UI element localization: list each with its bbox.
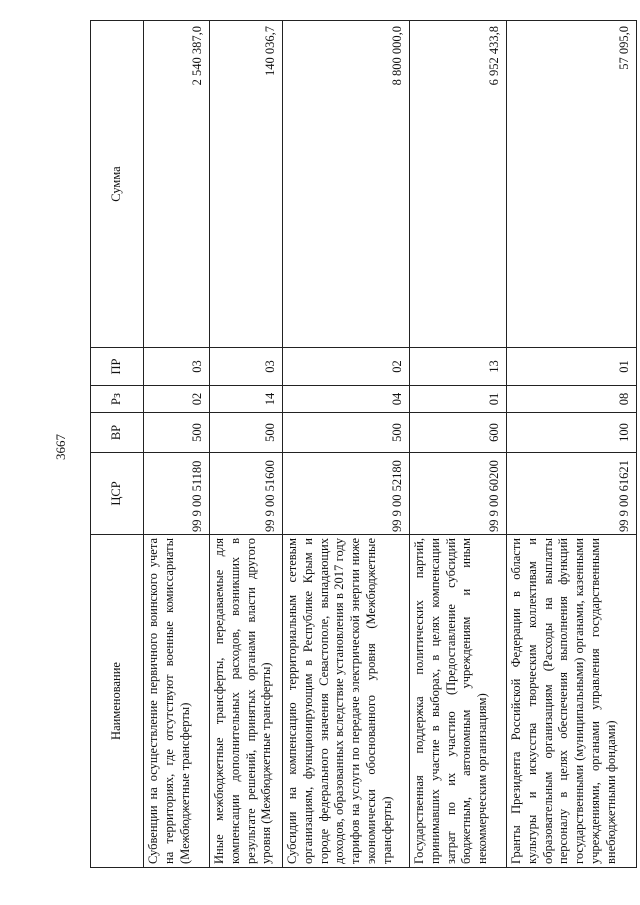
table-row	[144, 21, 210, 868]
row-csr: 99 9 00 51180	[144, 453, 210, 535]
row-sum: 6 952 433,8	[410, 21, 507, 348]
row-pr: 03	[210, 348, 283, 386]
table-header-row	[91, 21, 144, 868]
row-rz: 04	[283, 386, 410, 413]
row-name: Государственная поддержка политических партий, принимавших участие в выборах, в целях компенсации затрат по их участию (Предоставление субсидий бюджетным, автономным учреждениям и иным некоммерческим организациям)	[410, 535, 507, 868]
table-row	[410, 21, 507, 868]
row-sum: 140 036,7	[210, 21, 283, 348]
header-name: Наименование	[91, 535, 144, 868]
table-row	[283, 21, 410, 868]
row-rz: 02	[144, 386, 210, 413]
row-pr: 01	[507, 348, 637, 386]
table-row	[507, 21, 637, 868]
row-name: Субвенции на осуществление первичного воинского учета на территориях, где отсутствуют военные комиссариаты (Межбюджетные трансферты)	[144, 535, 210, 868]
row-vr: 600	[410, 413, 507, 453]
row-csr: 99 9 00 52180	[283, 453, 410, 535]
row-pr: 13	[410, 348, 507, 386]
row-vr: 500	[283, 413, 410, 453]
row-rz: 08	[507, 386, 637, 413]
row-name: Иные межбюджетные трансферты, передаваемые для компенсации дополнительных расходов, возникших в результате решений, принятых органами власти другого уровня (Межбюджетные трансферты)	[210, 535, 283, 868]
page-number: 3667	[53, 434, 68, 460]
row-rz: 01	[410, 386, 507, 413]
row-sum: 2 540 387,0	[144, 21, 210, 348]
row-sum: 57 095,0	[507, 21, 637, 348]
row-name: Субсидии на компенсацию территориальным сетевым организациям, функционирующим в Республике Крым и городе федерального значения Севастополе, выпадающих доходов, образованных вследствие установления в 2017 году тарифов на услуги по передаче электрической энергии ниже экономически обоснованного уровня (Межбюджетные трансферты)	[283, 535, 410, 868]
row-pr: 03	[144, 348, 210, 386]
rotated-page	[90, 0, 640, 905]
header-csr: ЦСР	[91, 453, 144, 535]
row-csr: 99 9 00 51600	[210, 453, 283, 535]
row-pr: 02	[283, 348, 410, 386]
budget-table	[90, 20, 637, 868]
row-csr: 99 9 00 61621	[507, 453, 637, 535]
table-row	[210, 21, 283, 868]
row-vr: 500	[144, 413, 210, 453]
header-pr: ПР	[91, 348, 144, 386]
row-rz: 14	[210, 386, 283, 413]
header-rz: Рз	[91, 386, 144, 413]
row-vr: 500	[210, 413, 283, 453]
row-csr: 99 9 00 60200	[410, 453, 507, 535]
row-sum: 8 800 000,0	[283, 21, 410, 348]
row-name: Гранты Президента Российской Федерации в области культуры и искусства творческим коллективам и образовательным организациям (Расходы на выплаты персоналу в целях обеспечения выполнения функций государственными (муниципальными) органами, казенными учреждениями, органами управления государственными внебюджетными фондами)	[507, 535, 637, 868]
header-vr: ВР	[91, 413, 144, 453]
row-vr: 100	[507, 413, 637, 453]
header-sum: Сумма	[91, 21, 144, 348]
